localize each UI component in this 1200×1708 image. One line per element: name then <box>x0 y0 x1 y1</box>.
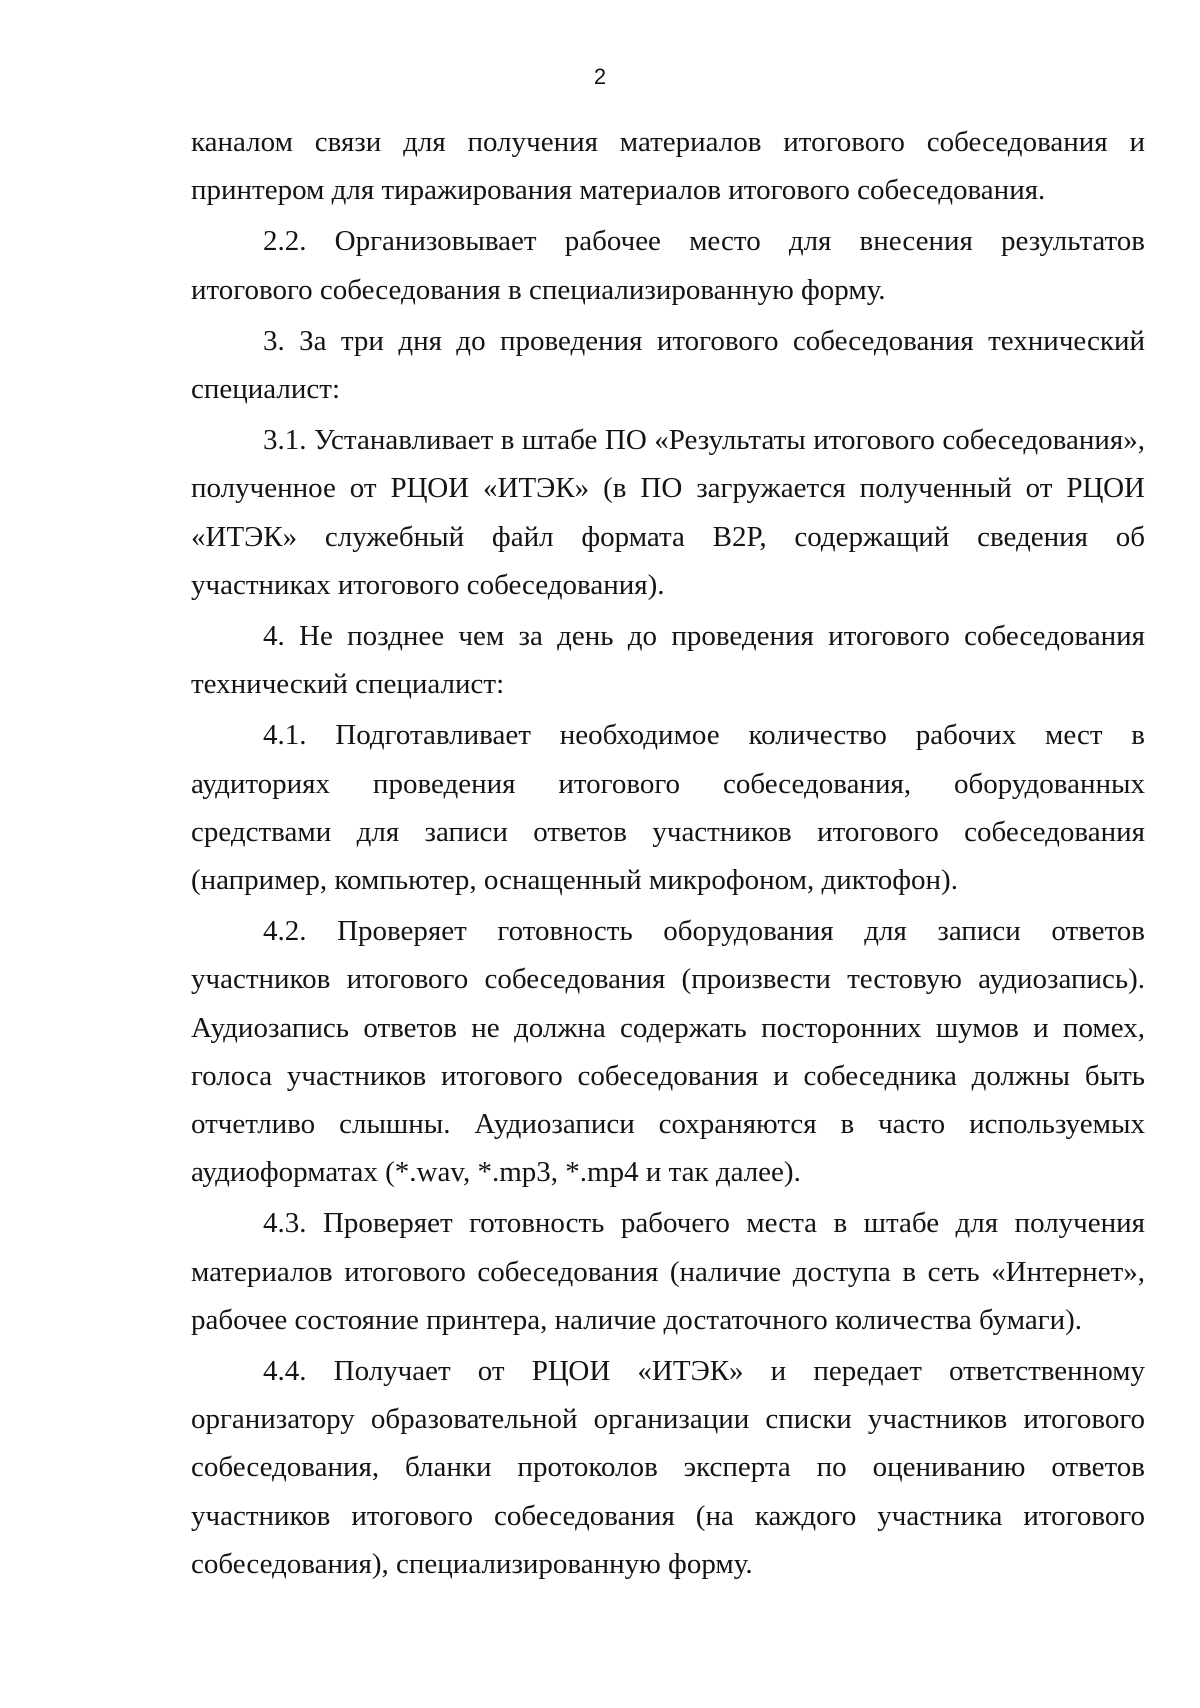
paragraph-4-1: 4.1. Подготавливает необходимое количество рабочих мест в аудиториях проведения итогового собеседования, оборудованных средствами для записи ответов участников итогового собеседования (например, компьютер, оснащенный микрофоном, диктофон). <box>191 719 1145 897</box>
paragraph-4: 4. Не позднее чем за день до проведения итогового собеседования технический специалист: <box>191 620 1145 701</box>
document-body <box>191 118 1145 1591</box>
paragraph-3-1: 3.1. Устанавливает в штабе ПО «Результаты итогового собеседования», полученное от РЦОИ «ИТЭК» (в ПО загружается полученный от РЦОИ «ИТЭК» служебный файл формата B2P, содержащий сведения об участниках итогового собеседования). <box>191 424 1145 601</box>
paragraph-4-3: 4.3. Проверяет готовность рабочего места в штабе для получения материалов итогового собеседования (наличие доступа в сеть «Интернет», рабочее состояние принтера, наличие достаточного количества бумаги). <box>191 1207 1145 1336</box>
paragraph-4-4: 4.4. Получает от РЦОИ «ИТЭК» и передает ответственному организатору образовательной организации списки участников итогового собеседования, бланки протоколов эксперта по оцениванию ответов участников итогового собеседования (на каждого участника итогового собеседования), специализированную форму. <box>191 1355 1145 1580</box>
page-number: 2 <box>593 64 607 89</box>
paragraph-continuation: каналом связи для получения материалов итогового собеседования и принтером для тиражирования материалов итогового собеседования. <box>191 126 1145 207</box>
paragraph-2-2: 2.2. Организовывает рабочее место для внесения результатов итогового собеседования в специализированную форму. <box>191 225 1145 306</box>
paragraph-4-2: 4.2. Проверяет готовность оборудования для записи ответов участников итогового собеседования (произвести тестовую аудиозапись). Аудиозапись ответов не должна содержать посторонних шумов и помех, голоса участников итогового собеседования и собеседника должны быть отчетливо слышны. Аудиозаписи сохраняются в часто используемых аудиоформатах (*.wav, *.mp3, *.mp4 и так далее). <box>191 915 1145 1189</box>
paragraph-3: 3. За три дня до проведения итогового собеседования технический специалист: <box>191 324 1145 406</box>
